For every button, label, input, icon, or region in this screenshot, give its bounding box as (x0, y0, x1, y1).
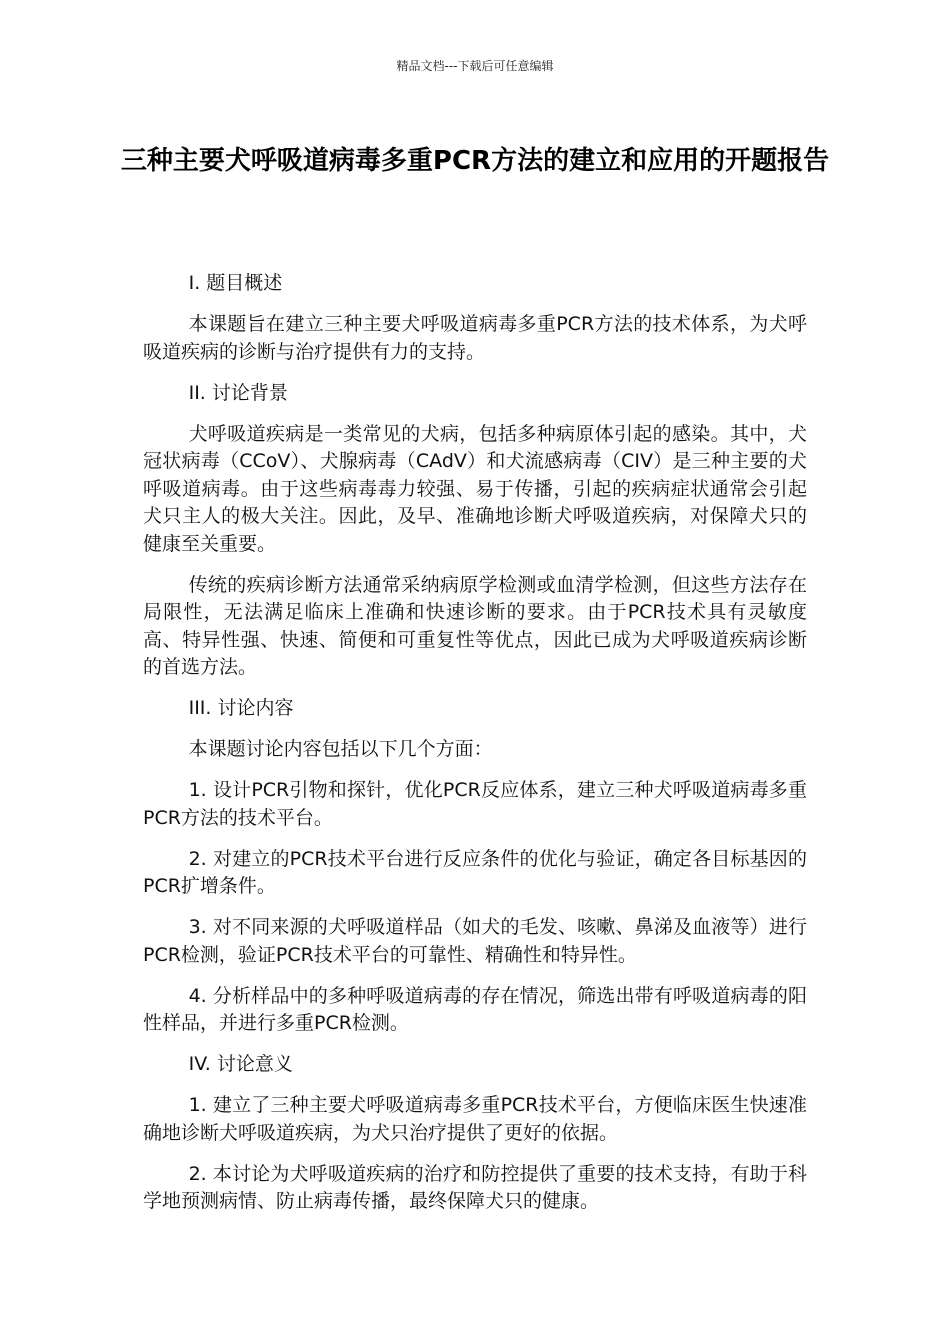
list-item: 4. 分析样品中的多种呼吸道病毒的存在情况，筛选出带有呼吸道病毒的阳性样品，并进行多重PCR检测。 (143, 984, 807, 1034)
section-heading-background: II. 讨论背景 (188, 381, 288, 404)
list-item: 3. 对不同来源的犬呼吸道样品（如犬的毛发、咳嗽、鼻涕及血液等）进行PCR检测，验证PCR技术平台的可靠性、精确性和特异性。 (143, 916, 807, 966)
document-body (143, 270, 807, 1229)
document-title: 三种主要犬呼吸道病毒多重PCR方法的建立和应用的开题报告 (120, 146, 830, 176)
paragraph: 传统的疾病诊断方法通常采纳病原学检测或血清学检测，但这些方法存在局限性，无法满足临床上准确和快速诊断的要求。由于PCR技术具有灵敏度高、特异性强、快速、简便和可重复性等优点，因此已成为犬呼吸道疾病诊断的首选方法。 (143, 573, 807, 678)
paragraph: 本课题旨在建立三种主要犬呼吸道病毒多重PCR方法的技术体系，为犬呼吸道疾病的诊断与治疗提供有力的支持。 (143, 313, 807, 363)
paragraph: 犬呼吸道疾病是一类常见的犬病，包括多种病原体引起的感染。其中，犬冠状病毒（CCoV）、犬腺病毒（CAdV）和犬流感病毒（CIV）是三种主要的犬呼吸道病毒。由于这些病毒毒力较强、易于传播，引起的疾病症状通常会引起犬只主人的极大关注。因此，及早、准确地诊断犬呼吸道疾病，对保障犬只的健康至关重要。 (143, 422, 807, 555)
list-item: 2. 对建立的PCR技术平台进行反应条件的优化与验证，确定各目标基因的PCR扩增条件。 (143, 847, 807, 897)
section-heading-content: III. 讨论内容 (188, 697, 294, 719)
section-heading-significance: IV. 讨论意义 (188, 1053, 293, 1075)
paragraph: 本课题讨论内容包括以下几个方面： (188, 738, 493, 760)
list-item: 2. 本讨论为犬呼吸道疾病的治疗和防控提供了重要的技术支持，有助于科学地预测病情、防止病毒传播，最终保障犬只的健康。 (143, 1162, 807, 1212)
section-heading-overview: I. 题目概述 (188, 272, 283, 294)
page-header-note: 精品文档---下载后可任意编辑 (396, 59, 554, 73)
list-item: 1. 设计PCR引物和探针，优化PCR反应体系，建立三种犬呼吸道病毒多重PCR方法的技术平台。 (143, 779, 807, 829)
list-item: 1. 建立了三种主要犬呼吸道病毒多重PCR技术平台，方便临床医生快速准确地诊断犬呼吸道疾病，为犬只治疗提供了更好的依据。 (143, 1094, 807, 1144)
